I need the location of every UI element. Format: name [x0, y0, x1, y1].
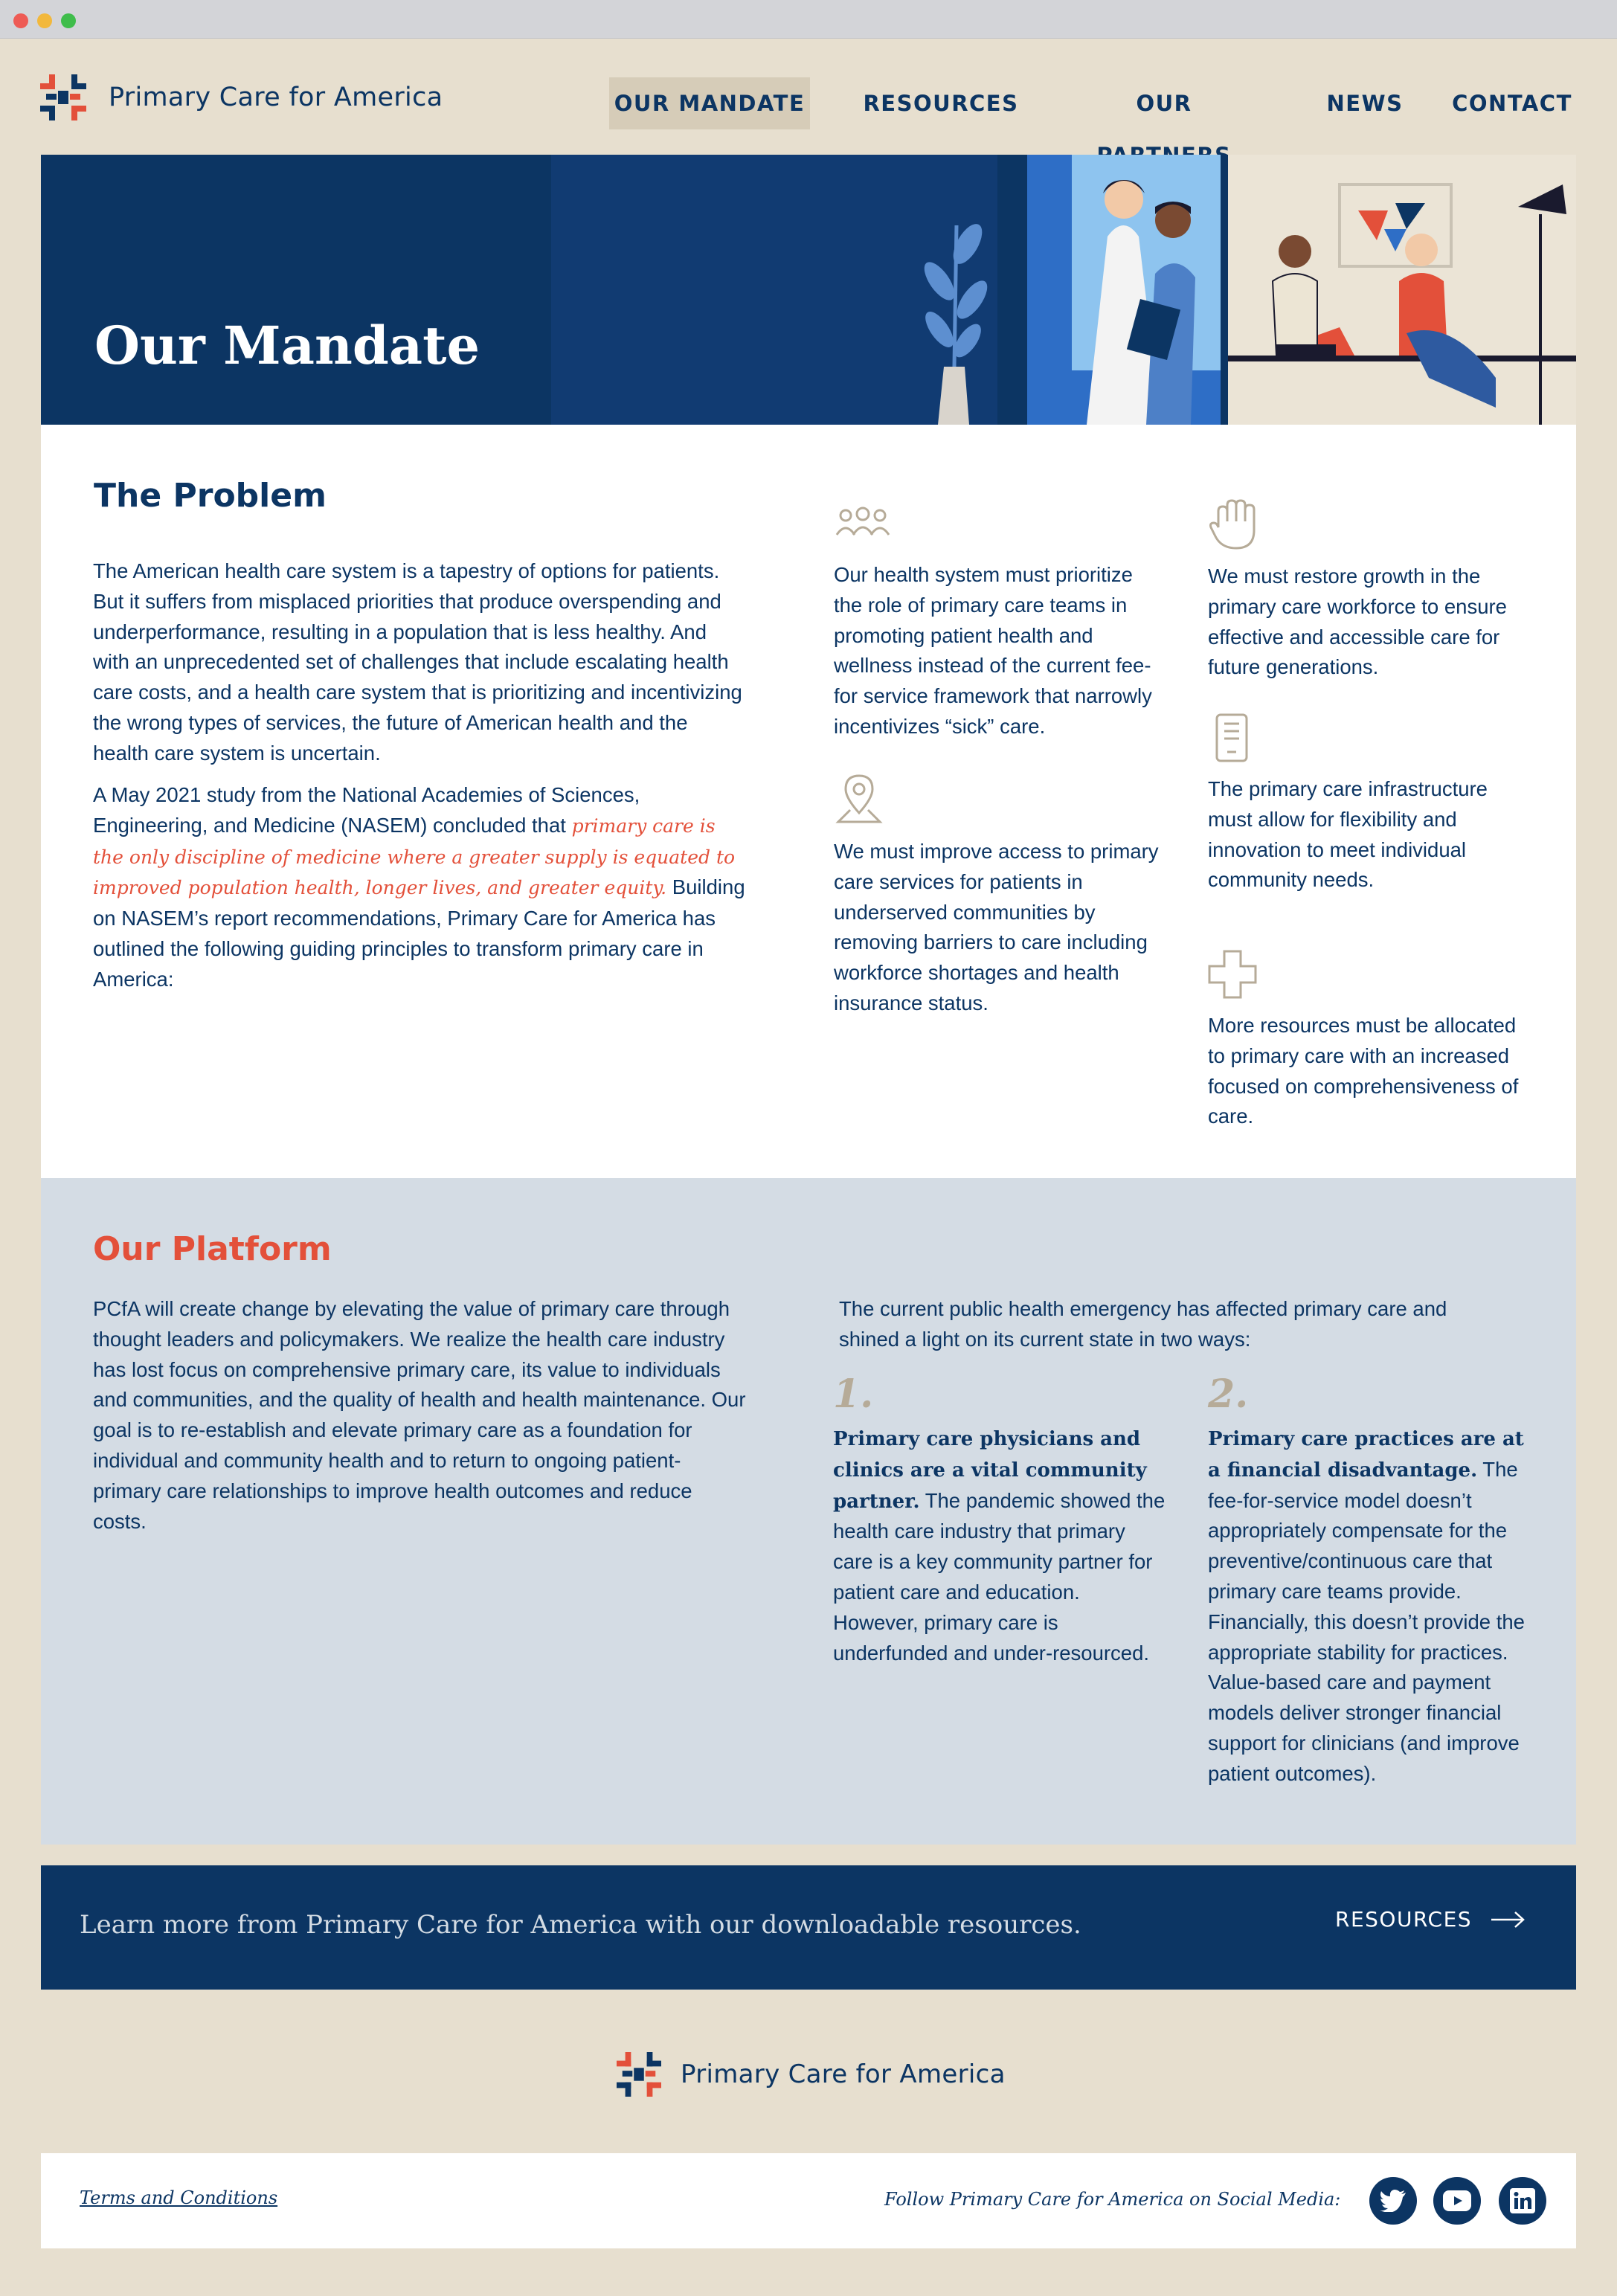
point-number: 2. — [1208, 1372, 1249, 1417]
nav-our-partners[interactable]: OUR — [1136, 91, 1192, 116]
nav-contact[interactable]: CONTACT — [1452, 91, 1572, 116]
point-body: The fee-for-service model doesn’t appropriately compensate for the preventive/continuous care that primary care teams provide. Financially, this doesn’t provide the appropriate stability for practices. Value-based care and payment models deliver stronger financial support for clinicians (and improve patient outcomes). — [1208, 1457, 1525, 1785]
maximize-window-button[interactable] — [61, 13, 76, 28]
nav-resources[interactable]: RESOURCES — [863, 91, 1019, 116]
resources-cta-banner — [41, 1865, 1576, 1990]
platform-heading: Our Platform — [93, 1230, 332, 1268]
twitter-link[interactable] — [1369, 2177, 1417, 2225]
pcfa-logo-icon — [40, 74, 86, 120]
nav-our-mandate[interactable]: OUR MANDATE — [609, 77, 810, 129]
footer-wordmark: Primary Care for America — [681, 2059, 1006, 2089]
problem-paragraph: The American health care system is a tapestry of options for patients. But it suffers from misplaced priorities that produce overspending and underperformance, resulting in a population that is less healthy. And with an unprecedented set of challenges that include escalating health care costs, and a health care system that is prioritizing and incentivizing the wrong types of services, the future of American health and the health care system is uncertain. — [93, 559, 742, 765]
browser-chrome — [0, 0, 1617, 39]
principle-text: More resources must be allocated to primary care with an increased focused on comprehensiveness of care. — [1208, 1014, 1519, 1128]
point-number: 1. — [833, 1372, 874, 1417]
cta-button-label: RESOURCES — [1335, 1907, 1473, 1932]
point-body: The pandemic showed the health care industry that primary care is a key community partner for patient care and education. However, primary care is underfunded and under-resourced. — [833, 1488, 1166, 1665]
platform-point — [1208, 1372, 1543, 1789]
youtube-icon — [1443, 2190, 1471, 2211]
social-follow-text: Follow Primary Care for America on Social Media: — [884, 2189, 1341, 2210]
platform-point — [833, 1372, 1168, 1668]
platform-intro: The current public health emergency has affected primary care and shined a light on its current state in two ways: — [839, 1297, 1447, 1351]
page-title: Our Mandate — [94, 315, 480, 376]
platform-paragraph: PCfA will create change by elevating the value of primary care through thought leaders and policymakers. We realize the health care industry has lost focus on comprehensive primary care, its value to individuals and communities, and the quality of health and health maintenance. Our goal is to re-establish and elevate primary care as a foundation for individual and community health and to return to ongoing patient-primary care relationships to improve health outcomes and reduce costs. — [93, 1297, 746, 1533]
hero-banner — [41, 155, 1576, 425]
nav-news[interactable]: NEWS — [1326, 91, 1404, 116]
linkedin-icon — [1510, 2188, 1535, 2213]
point-text — [833, 1424, 1168, 1668]
minimize-window-button[interactable] — [37, 13, 52, 28]
pcfa-logo-icon — [617, 2052, 661, 2097]
arrow-right-icon — [1491, 1911, 1526, 1929]
principle-text: Our health system must prioritize the role of primary care teams in promoting patient health and wellness instead of the current fee-for service framework that narrowly incentivizes “sick” care. — [834, 563, 1152, 738]
point-heading: Primary care practices are at a financial disadvantage. — [1208, 1428, 1524, 1482]
nasem-closing-text: Building on NASEM’s report recommendations, Primary Care for America has outlined the following guiding principles to transform primary care in America: — [93, 875, 745, 991]
principle-text: We must improve access to primary care services for patients in underserved communities by removing barriers to care including workforce shortages and health insurance status. — [834, 840, 1159, 1014]
close-window-button[interactable] — [13, 13, 28, 28]
terms-link[interactable]: Terms and Conditions — [80, 2187, 278, 2208]
footer-logo[interactable] — [617, 2052, 1006, 2097]
principle-item — [834, 773, 1161, 1019]
people-icon — [834, 504, 892, 548]
logo-wordmark: Primary Care for America — [109, 83, 443, 112]
nasem-paragraph — [93, 780, 748, 995]
location-pin-icon — [834, 773, 892, 825]
youtube-link[interactable] — [1433, 2177, 1481, 2225]
principle-item — [1208, 950, 1535, 1132]
problem-heading: The Problem — [94, 477, 327, 515]
nasem-intro-text: A May 2021 study from the National Academies of Sciences, Engineering, and Medicine (NASEM) concluded that — [93, 783, 640, 837]
principle-text: The primary care infrastructure must allow for flexibility and innovation to meet individual community needs. — [1208, 777, 1488, 892]
header-logo[interactable] — [40, 74, 443, 120]
twitter-icon — [1380, 2190, 1407, 2212]
hand-icon — [1208, 499, 1266, 550]
footer-bar — [41, 2153, 1576, 2248]
nasem-quote: primary care is the only discipline of medicine where a greater supply is equated to improved population health, longer lives, and greater equity. — [93, 814, 736, 899]
point-heading: Primary care physicians and clinics are a vital community partner. — [833, 1428, 1147, 1513]
medical-cross-icon — [1208, 950, 1266, 999]
platform-section — [41, 1178, 1576, 1845]
linkedin-link[interactable] — [1499, 2177, 1546, 2225]
hero-illustration — [551, 155, 1576, 425]
principle-item — [1208, 499, 1535, 683]
resources-cta-button[interactable] — [1335, 1907, 1526, 1932]
principle-text: We must restore growth in the primary care workforce to ensure effective and accessible care for future generations. — [1208, 565, 1507, 679]
problem-section — [41, 425, 1576, 1178]
point-text — [1208, 1424, 1543, 1789]
principle-item — [1208, 713, 1535, 895]
mobile-device-icon — [1208, 713, 1266, 762]
cta-text: Learn more from Primary Care for America with our downloadable resources. — [80, 1910, 1081, 1940]
principle-item — [834, 504, 1161, 742]
